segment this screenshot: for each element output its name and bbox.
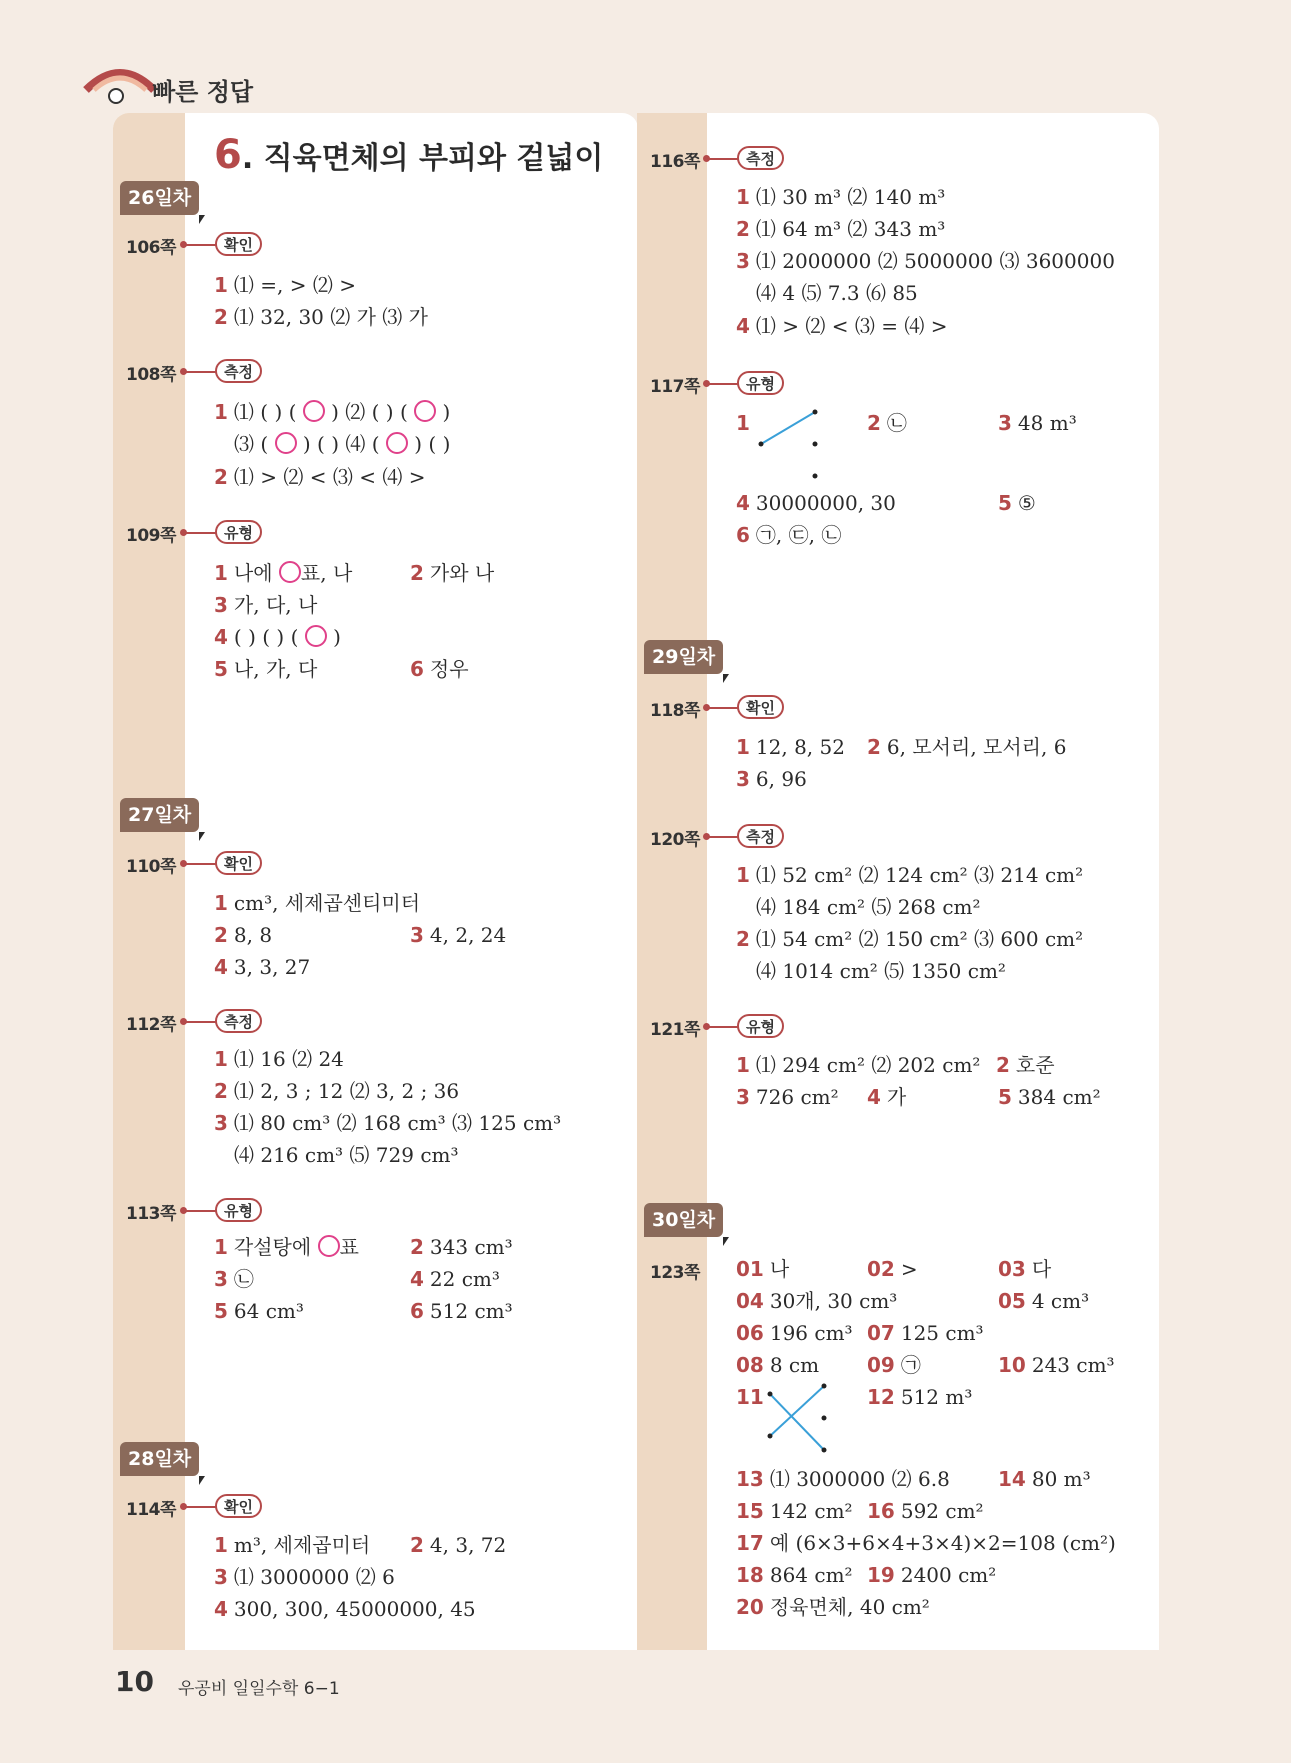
answer-line: 6 정우 xyxy=(410,657,469,681)
answer-line: 06 196 cm³ xyxy=(736,1321,853,1345)
cross-matching-diagram xyxy=(764,1380,828,1456)
answer-line: 3 6, 96 xyxy=(736,767,807,791)
answer-line: 20 정육면체, 40 cm² xyxy=(736,1595,930,1619)
answer-line: 04 30개, 30 cm³ xyxy=(736,1289,898,1313)
answer-line: 5 나, 가, 다 xyxy=(214,657,318,681)
answer-line: 5 384 cm² xyxy=(998,1085,1101,1109)
answer-line: 2 ⑴ 64 m³ ⑵ 343 m³ xyxy=(736,217,946,241)
answer-line: 14 80 m³ xyxy=(998,1467,1091,1491)
tag-type: 유형 xyxy=(737,1014,784,1038)
answer-line: ⑷ 184 cm² ⑸ 268 cm² xyxy=(756,895,981,919)
answer-line: 05 4 cm³ xyxy=(998,1289,1090,1313)
answer-line: ⑷ 1014 cm² ⑸ 1350 cm² xyxy=(756,959,1006,983)
answer-line: 6 ㉠, ㉢, ㉡ xyxy=(736,523,842,547)
page-label-117: 117쪽 xyxy=(650,377,700,397)
answer-line: 1 나에 표, 나 xyxy=(214,561,353,585)
connector-line xyxy=(184,1021,216,1023)
day-badge-30: 30일차 xyxy=(644,1203,723,1237)
answer-line: 3 ⑴ 80 cm³ ⑵ 168 cm³ ⑶ 125 cm³ xyxy=(214,1111,562,1135)
circle-mark-icon xyxy=(318,1235,340,1257)
answer-line: 5 64 cm³ xyxy=(214,1299,304,1323)
page-label-109: 109쪽 xyxy=(126,526,176,546)
answer-line: 2 가와 나 xyxy=(410,561,495,585)
answer-line: 3 4, 2, 24 xyxy=(410,923,507,947)
connector-line xyxy=(184,863,216,865)
answer-line: 15 142 cm² xyxy=(736,1499,853,1523)
answer-line: 18 864 cm² xyxy=(736,1563,853,1587)
answer-line: ⑷ 4 ⑸ 7.3 ⑹ 85 xyxy=(756,281,918,305)
answer-line: 4 22 cm³ xyxy=(410,1267,500,1291)
circle-mark-icon xyxy=(275,432,297,454)
tag-check: 확인 xyxy=(215,851,262,875)
connector-line xyxy=(707,707,739,709)
circle-mark-icon xyxy=(305,625,327,647)
page-label-114: 114쪽 xyxy=(126,1500,176,1520)
answer-line: 1 ⑴ 294 cm² ⑵ 202 cm² xyxy=(736,1053,981,1077)
answer-line: ⑷ 216 cm³ ⑸ 729 cm³ xyxy=(234,1143,459,1167)
header-title: 빠른 정답 xyxy=(152,78,254,106)
footer-book-title: 우공비 일일수학 6−1 xyxy=(178,1679,340,1699)
connector-line xyxy=(707,836,739,838)
tag-type: 유형 xyxy=(215,1198,262,1222)
connector-line xyxy=(184,371,216,373)
answer-line: 1 ⑴ ( ) ( ) ⑵ ( ) ( ) xyxy=(214,400,451,424)
tag-measure: 측정 xyxy=(215,1009,262,1033)
page-label-113: 113쪽 xyxy=(126,1204,176,1224)
answer-line: 03 다 xyxy=(998,1257,1052,1281)
answer-line: 2 ⑴ 32, 30 ⑵ 가 ⑶ 가 xyxy=(214,305,428,329)
circle-mark-icon xyxy=(386,432,408,454)
answer-line: 1 ⑴ 52 cm² ⑵ 124 cm² ⑶ 214 cm² xyxy=(736,863,1084,887)
tag-type: 유형 xyxy=(215,520,262,544)
connector-line xyxy=(184,532,216,534)
answer-line: 4 3, 3, 27 xyxy=(214,955,311,979)
page-label-123: 123쪽 xyxy=(650,1263,700,1283)
answer-line: 1 12, 8, 52 xyxy=(736,735,845,759)
answer-line: 1 xyxy=(736,411,750,435)
answer-line: 2 8, 8 xyxy=(214,923,273,947)
connector-line xyxy=(184,1506,216,1508)
answer-line: 1 각설탕에 표 xyxy=(214,1235,359,1259)
answer-line: 13 ⑴ 3000000 ⑵ 6.8 xyxy=(736,1467,950,1491)
answer-line: 3 ⑴ 3000000 ⑵ 6 xyxy=(214,1565,395,1589)
answer-line: ⑶ ( ) ( ) ⑷ ( ) ( ) xyxy=(234,432,451,456)
tag-check: 확인 xyxy=(215,1494,262,1518)
answer-line: 3 48 m³ xyxy=(998,411,1077,435)
answer-line: 1 ⑴ 16 ⑵ 24 xyxy=(214,1047,344,1071)
page-label-110: 110쪽 xyxy=(126,857,176,877)
right-strip xyxy=(637,113,707,1650)
left-panel xyxy=(113,113,638,1650)
answer-line: 12 512 m³ xyxy=(867,1385,973,1409)
tag-check: 확인 xyxy=(737,695,784,719)
answer-line: 2 6, 모서리, 모서리, 6 xyxy=(867,735,1067,759)
page-label-120: 120쪽 xyxy=(650,830,700,850)
chapter-title-text: . 직육면체의 부피와 겉넓이 xyxy=(241,141,604,176)
answer-line: 1 cm³, 세제곱센티미터 xyxy=(214,891,421,915)
answer-line: 2 343 cm³ xyxy=(410,1235,513,1259)
connector-line xyxy=(707,158,739,160)
answer-line: 4 ⑴ > ⑵ < ⑶ = ⑷ > xyxy=(736,314,948,338)
page-label-112: 112쪽 xyxy=(126,1015,176,1035)
chapter-number: 6 xyxy=(214,132,242,178)
tag-measure: 측정 xyxy=(215,359,262,383)
answer-line: 1 m³, 세제곱미터 xyxy=(214,1533,371,1557)
connector-line xyxy=(184,244,216,246)
answer-line: 09 ㉠ xyxy=(867,1353,921,1377)
answer-line: 1 ⑴ 30 m³ ⑵ 140 m³ xyxy=(736,185,946,209)
day-badge-26: 26일차 xyxy=(120,181,199,215)
answer-line: 4 30000000, 30 xyxy=(736,491,896,515)
page-label-116: 116쪽 xyxy=(650,152,700,172)
answer-line: 5 ⑤ xyxy=(998,491,1036,515)
answer-line: 08 8 cm xyxy=(736,1353,820,1377)
chapter-title xyxy=(214,132,603,178)
rainbow-icon xyxy=(80,60,160,110)
answer-line: 2 호준 xyxy=(996,1053,1055,1077)
circle-mark-icon xyxy=(414,400,436,422)
circle-mark-icon xyxy=(303,400,325,422)
answer-line: 4 ( ) ( ) ( ) xyxy=(214,625,341,649)
answer-line: 17 예 (6×3+6×4+3×4)×2=108 (cm²) xyxy=(736,1531,1116,1555)
left-strip xyxy=(113,113,185,1650)
dot-matching-diagram xyxy=(756,404,820,484)
answer-line: 10 243 cm³ xyxy=(998,1353,1115,1377)
answer-line: 3 726 cm² xyxy=(736,1085,839,1109)
answer-line: 2 ⑴ 54 cm² ⑵ 150 cm² ⑶ 600 cm² xyxy=(736,927,1084,951)
page-label-118: 118쪽 xyxy=(650,701,700,721)
answer-line: 1 ⑴ =, > ⑵ > xyxy=(214,273,356,297)
answer-line: 01 나 xyxy=(736,1257,790,1281)
connector-line xyxy=(184,1210,216,1212)
tag-type: 유형 xyxy=(737,371,784,395)
tag-measure: 측정 xyxy=(737,824,784,848)
header-logo xyxy=(80,60,160,110)
day-badge-28: 28일차 xyxy=(120,1442,199,1476)
answer-line: 11 xyxy=(736,1385,764,1409)
answer-line: 2 ⑴ > ⑵ < ⑶ < ⑷ > xyxy=(214,465,426,489)
tag-measure: 측정 xyxy=(737,146,784,170)
answer-line: 2 ㉡ xyxy=(867,411,907,435)
connector-line xyxy=(707,1026,739,1028)
page-label-108: 108쪽 xyxy=(126,365,176,385)
answer-line: 16 592 cm² xyxy=(867,1499,984,1523)
tag-check: 확인 xyxy=(215,232,262,256)
day-badge-27: 27일차 xyxy=(120,798,199,832)
answer-line: 3 ㉡ xyxy=(214,1267,254,1291)
connector-line xyxy=(707,383,739,385)
answer-line: 3 가, 다, 나 xyxy=(214,593,318,617)
circle-mark-icon xyxy=(279,561,301,583)
answer-line: 02 > xyxy=(867,1257,918,1281)
page-label-121: 121쪽 xyxy=(650,1020,700,1040)
answer-line: 3 ⑴ 2000000 ⑵ 5000000 ⑶ 3600000 xyxy=(736,249,1115,273)
answer-line: 4 300, 300, 45000000, 45 xyxy=(214,1597,476,1621)
answer-line: 4 가 xyxy=(867,1085,907,1109)
answer-line: 2 4, 3, 72 xyxy=(410,1533,507,1557)
answer-line: 2 ⑴ 2, 3 ; 12 ⑵ 3, 2 ; 36 xyxy=(214,1079,460,1103)
page-label-106: 106쪽 xyxy=(126,238,176,258)
answer-line: 6 512 cm³ xyxy=(410,1299,513,1323)
answer-line: 19 2400 cm² xyxy=(867,1563,997,1587)
footer-page-number: 10 xyxy=(115,1665,154,1698)
day-badge-29: 29일차 xyxy=(644,640,723,674)
answer-line: 07 125 cm³ xyxy=(867,1321,984,1345)
